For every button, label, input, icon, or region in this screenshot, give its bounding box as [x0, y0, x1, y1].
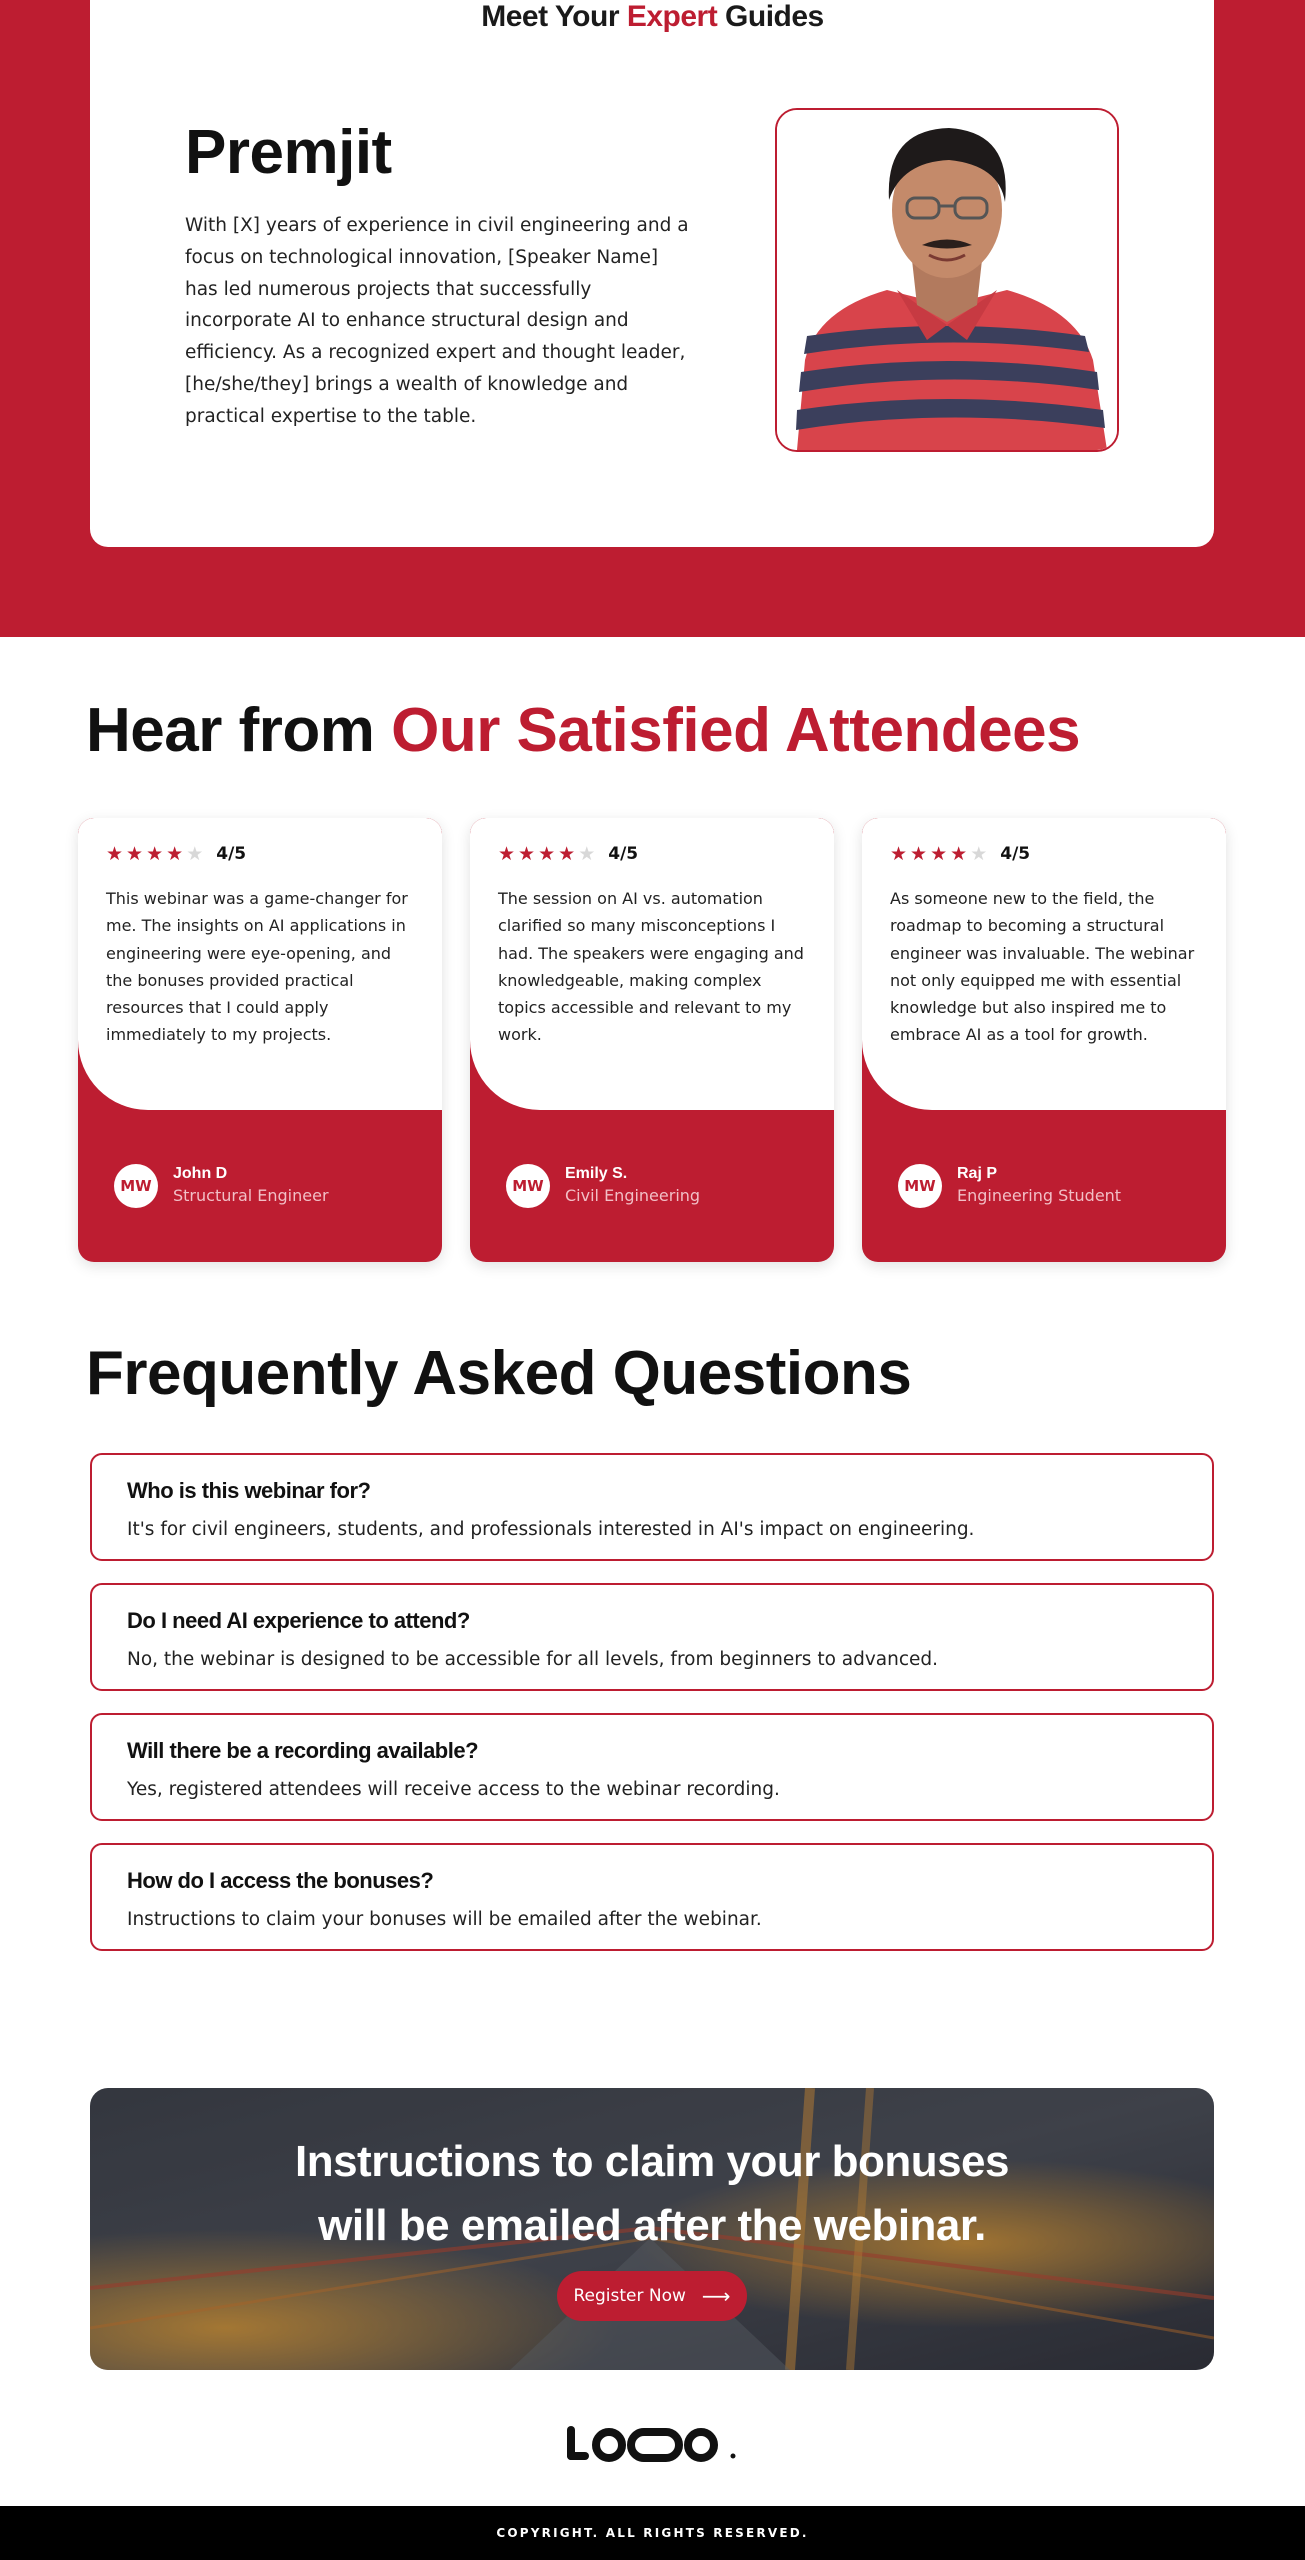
testimonial-body — [470, 818, 834, 1110]
star-empty-icon: ★ — [970, 843, 988, 865]
faq-question[interactable]: Who is this webinar for? — [127, 1478, 371, 1503]
author-role: Engineering Student — [957, 1186, 1122, 1205]
star-icon: ★ — [126, 843, 144, 865]
star-rating — [106, 844, 246, 864]
author-name: Raj P — [957, 1165, 998, 1182]
banner-heading — [90, 2130, 1214, 2258]
footer — [0, 2506, 1305, 2560]
star-icon: ★ — [106, 843, 124, 865]
testimonials-title — [86, 695, 1080, 767]
testimonials-title-pre: Hear from — [86, 696, 392, 765]
testimonial-text: This webinar was a game-changer for me. The insights on AI applications in engineering were eye-opening, and the bonuses provided practical resources that I could apply immediately to my projects. — [106, 889, 408, 1045]
star-empty-icon: ★ — [578, 843, 596, 865]
faq-title: Frequently Asked Questions — [86, 1339, 912, 1408]
avatar: MW — [506, 1164, 550, 1208]
rating-label: 4/5 — [216, 844, 247, 864]
testimonial-card — [862, 818, 1226, 1262]
rating-label: 4/5 — [1000, 844, 1031, 864]
guides-title — [0, 0, 1305, 34]
arrow-right-icon: ⟶ — [701, 2284, 731, 2308]
testimonial-author — [114, 1164, 329, 1208]
faq-item[interactable] — [90, 1713, 1214, 1821]
cta-banner — [90, 2088, 1214, 2370]
faq-answer: Instructions to claim your bonuses will be emailed after the webinar. — [127, 1909, 762, 1930]
guides-title-highlight: Expert — [626, 0, 718, 33]
testimonial-card — [78, 818, 442, 1262]
faq-item[interactable] — [90, 1453, 1214, 1561]
faq-item[interactable] — [90, 1583, 1214, 1691]
faq-question[interactable]: How do I access the bonuses? — [127, 1868, 434, 1893]
author-name: John D — [173, 1165, 228, 1182]
star-icon: ★ — [166, 843, 184, 865]
guides-title-post: Guides — [717, 0, 824, 33]
avatar: MW — [114, 1164, 158, 1208]
guides-title-pre: Meet Your — [481, 0, 627, 33]
star-icon: ★ — [538, 843, 556, 865]
star-icon: ★ — [518, 843, 536, 865]
register-now-button[interactable] — [557, 2271, 747, 2321]
testimonial-text: The session on AI vs. automation clarified so many misconceptions I had. The speakers were engaging and knowledgeable, making complex topics accessible and relevant to my work. — [498, 889, 804, 1045]
speaker-bio: With [X] years of experience in civil engineering and a focus on technological innovation, [Speaker Name] has led numerous projects that successfully incorporate AI to enhance structural design and efficiency. As a recognized expert and thought leader, [he/she/they] brings a wealth of knowledge and practical expertise to the table. — [185, 215, 689, 427]
author-role: Civil Engineering — [565, 1186, 701, 1205]
speaker-photo — [775, 108, 1119, 452]
star-icon: ★ — [146, 843, 164, 865]
star-icon: ★ — [498, 843, 516, 865]
faq-question[interactable]: Will there be a recording available? — [127, 1738, 479, 1763]
star-icon: ★ — [890, 843, 908, 865]
faq-answer: It's for civil engineers, students, and professionals interested in AI's impact on engineering. — [127, 1519, 975, 1540]
copyright-text: COPYRIGHT. ALL RIGHTS RESERVED. — [496, 2526, 809, 2540]
faq-answer: Yes, registered attendees will receive access to the webinar recording. — [127, 1779, 780, 1800]
faq-question[interactable]: Do I need AI experience to attend? — [127, 1608, 470, 1633]
rating-label: 4/5 — [608, 844, 639, 864]
testimonial-body — [78, 818, 442, 1110]
star-icon: ★ — [910, 843, 928, 865]
star-icon: ★ — [930, 843, 948, 865]
avatar: MW — [898, 1164, 942, 1208]
star-icon: ★ — [558, 843, 576, 865]
faq-answer: No, the webinar is designed to be accessible for all levels, from beginners to advanced. — [127, 1649, 939, 1670]
star-empty-icon: ★ — [186, 843, 204, 865]
star-icon: ★ — [950, 843, 968, 865]
testimonial-author — [898, 1164, 1121, 1208]
banner-line-1: Instructions to claim your bonuses — [294, 2137, 1009, 2186]
author-role: Structural Engineer — [173, 1186, 329, 1205]
star-rating — [498, 844, 638, 864]
register-now-label[interactable]: Register Now — [573, 2286, 686, 2306]
star-rating — [890, 844, 1030, 864]
logo-mark — [565, 2420, 740, 2464]
speaker-name: Premjit — [185, 118, 392, 187]
testimonial-author — [506, 1164, 700, 1208]
banner-line-2: will be emailed after the webinar. — [318, 2201, 986, 2250]
testimonial-card — [470, 818, 834, 1262]
logo — [565, 2420, 740, 2464]
author-name: Emily S. — [565, 1165, 628, 1182]
testimonials-title-highlight: Our Satisfied Attendees — [391, 696, 1081, 765]
testimonial-text: As someone new to the field, the roadmap to becoming a structural engineer was invaluable. The webinar not only equipped me with essential knowledge but also inspired me to embrace AI as a tool for growth. — [890, 889, 1195, 1045]
testimonial-body — [862, 818, 1226, 1110]
faq-item[interactable] — [90, 1843, 1214, 1951]
